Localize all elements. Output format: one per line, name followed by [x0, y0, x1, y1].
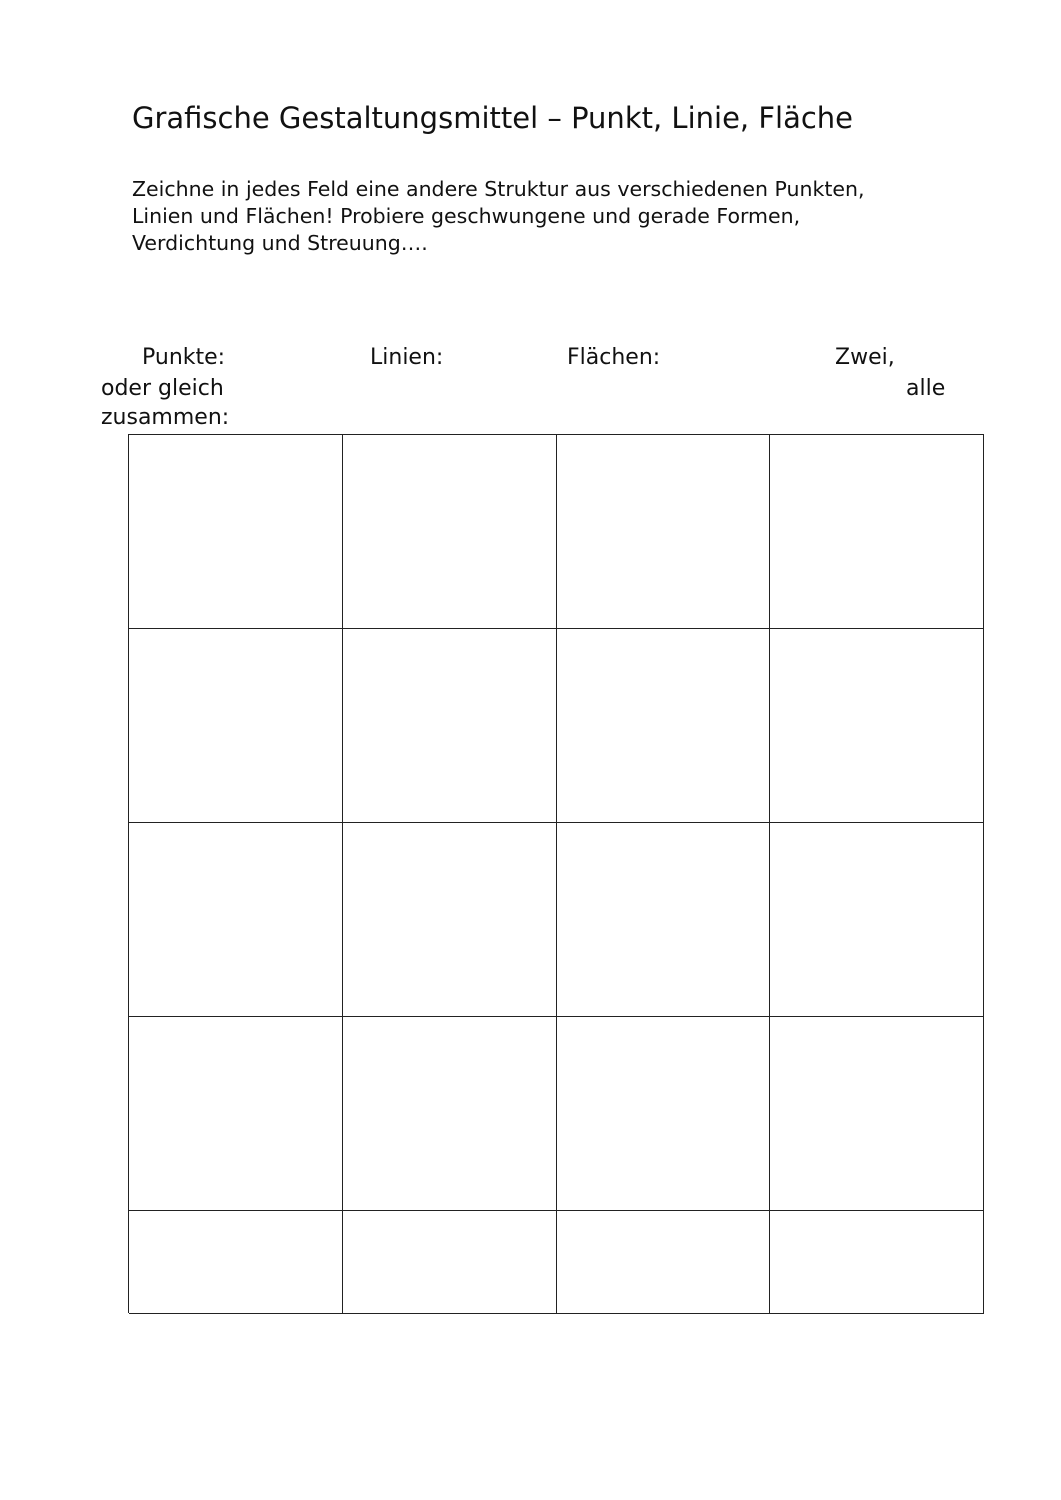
drawing-cell — [557, 629, 771, 823]
drawing-cell — [129, 1017, 343, 1211]
instruction-line: Zeichne in jedes Feld eine andere Struktur aus verschiedenen Punkten, — [132, 177, 865, 201]
drawing-cell — [343, 823, 557, 1017]
drawing-cell — [343, 1211, 557, 1314]
instruction-line: Linien und Flächen! Probiere geschwungene und gerade Formen, — [132, 204, 801, 228]
drawing-cell — [770, 629, 984, 823]
drawing-cell — [343, 1017, 557, 1211]
drawing-cell — [343, 629, 557, 823]
drawing-cell — [129, 823, 343, 1017]
drawing-cell — [770, 1211, 984, 1314]
drawing-cell — [770, 435, 984, 629]
page-title: Grafische Gestaltungsmittel – Punkt, Linie, Fläche — [132, 101, 854, 135]
drawing-cell — [770, 823, 984, 1017]
header-zwei: Zwei, — [835, 345, 895, 370]
drawing-cell — [557, 1017, 771, 1211]
instruction-line: Verdichtung und Streuung…. — [132, 231, 428, 255]
header-zusammen: zusammen: — [101, 405, 230, 430]
drawing-cell — [557, 823, 771, 1017]
header-punkte: Punkte: — [142, 345, 226, 370]
drawing-cell — [129, 435, 343, 629]
drawing-cell — [343, 435, 557, 629]
header-linien: Linien: — [370, 345, 444, 370]
drawing-cell — [770, 1017, 984, 1211]
header-oder-gleich: oder gleich — [101, 376, 224, 401]
drawing-grid — [128, 434, 984, 1313]
header-flaechen: Flächen: — [567, 345, 661, 370]
drawing-cell — [557, 435, 771, 629]
drawing-cell — [129, 629, 343, 823]
drawing-cell — [129, 1211, 343, 1314]
drawing-cell — [557, 1211, 771, 1314]
header-alle: alle — [906, 376, 946, 401]
